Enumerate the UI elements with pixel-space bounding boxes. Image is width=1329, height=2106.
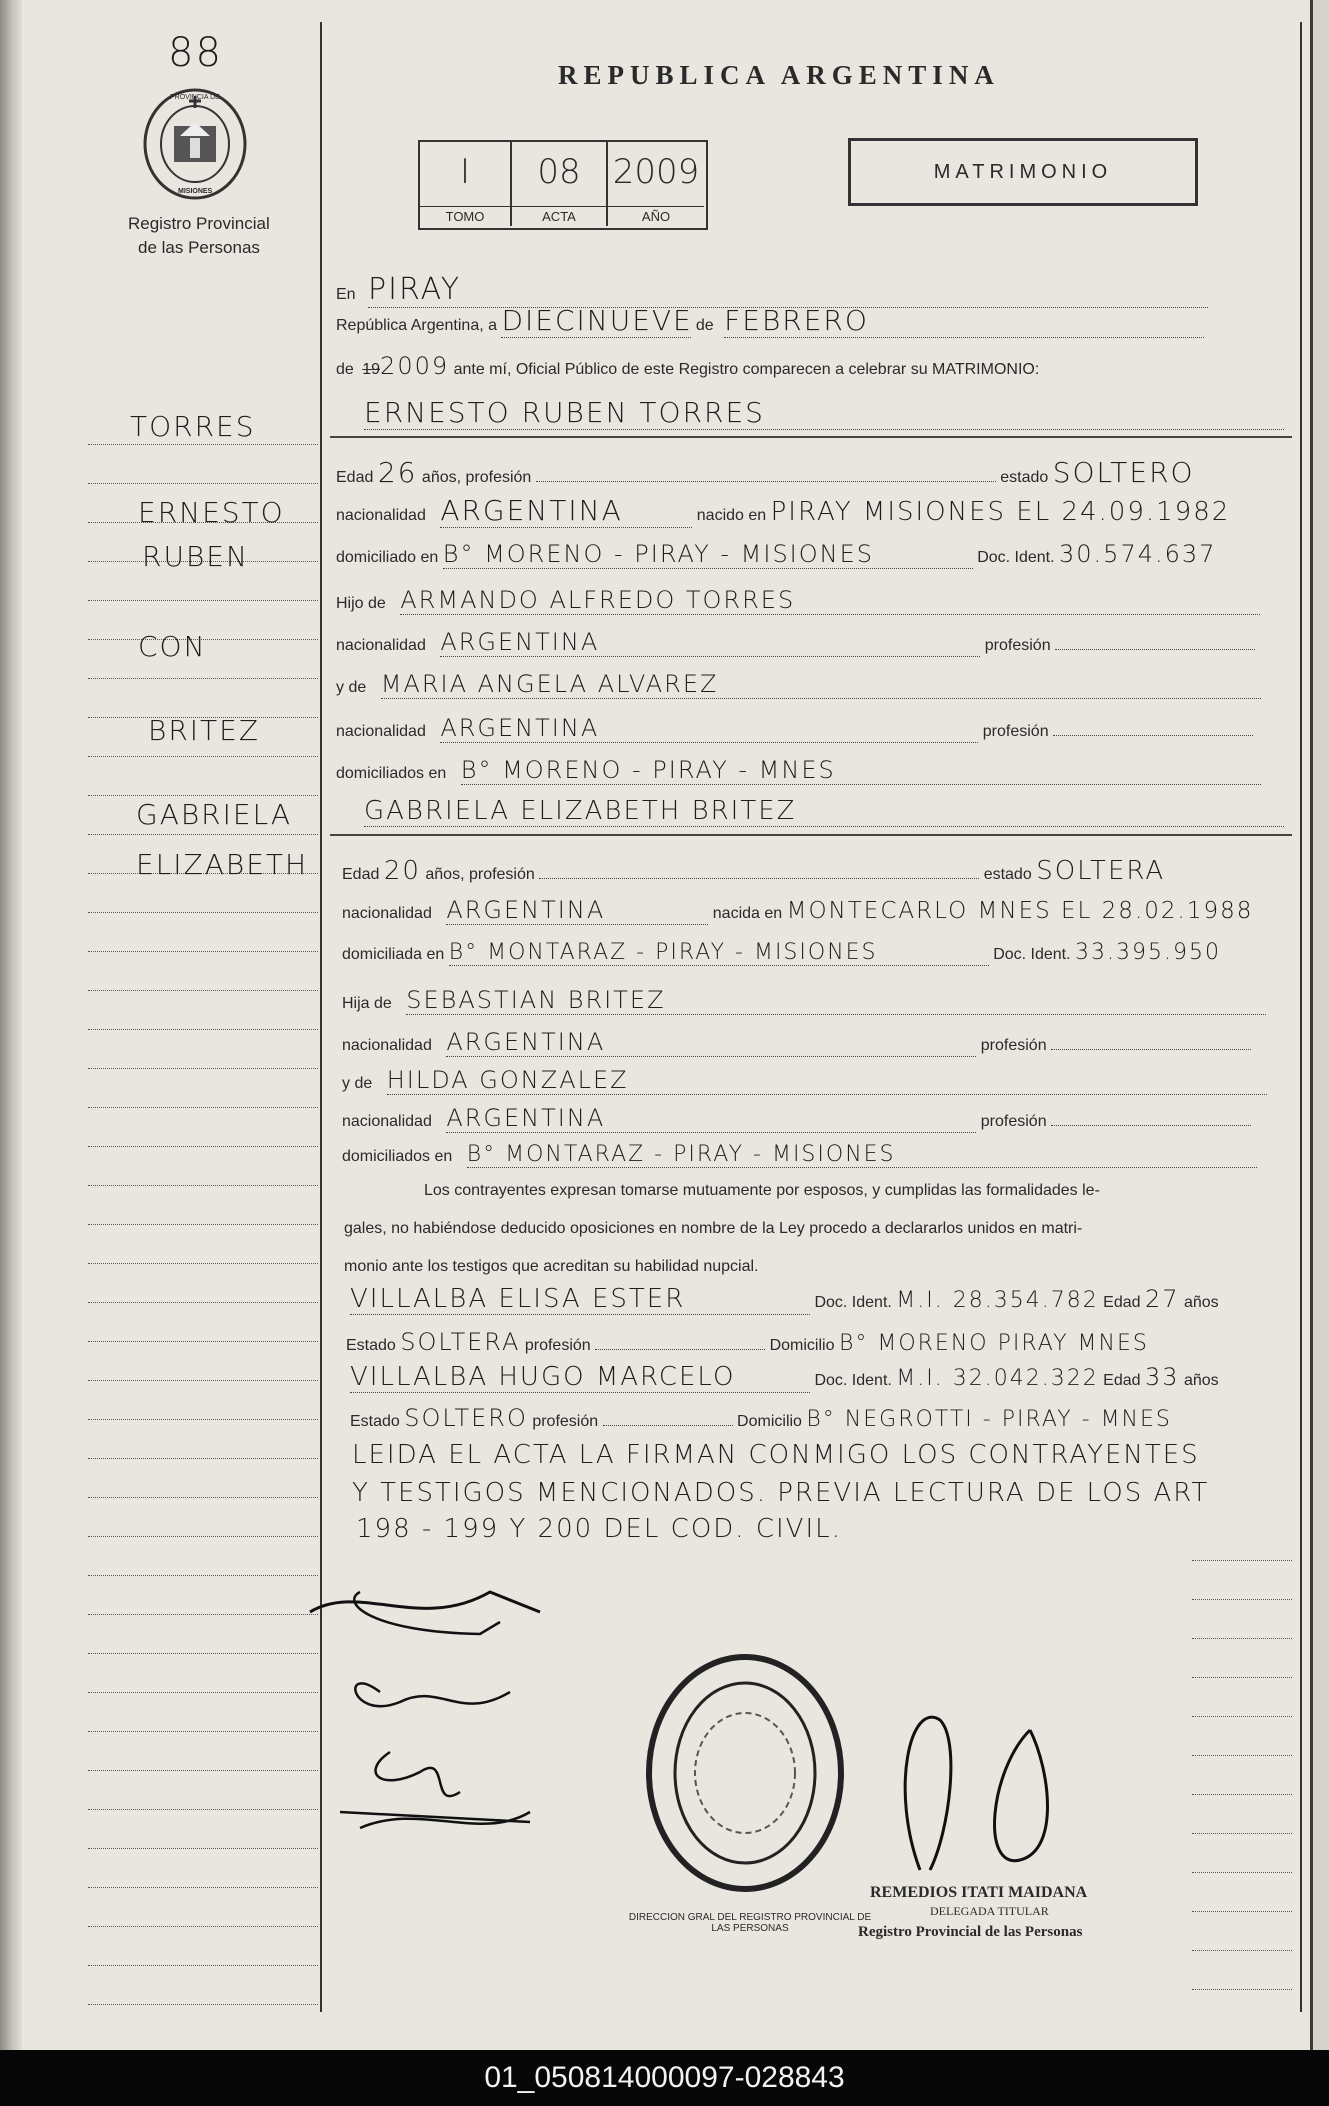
groom-padre-row bbox=[336, 586, 1260, 615]
witness1-anos-label: años bbox=[1183, 1294, 1219, 1311]
witness1-estado: SOLTERA bbox=[400, 1328, 521, 1356]
groom-edad-value: 26 bbox=[377, 456, 418, 489]
ano-value: 2009 bbox=[612, 152, 700, 192]
margin-bride-name1: GABRIELA bbox=[136, 798, 292, 831]
witness2-edad: 33 bbox=[1144, 1363, 1180, 1391]
witness1-estado-label: Estado bbox=[346, 1337, 396, 1354]
bride-padre-nac-row bbox=[342, 1028, 1251, 1057]
day-value: DIECINUEVE bbox=[501, 304, 693, 337]
bride-anos-profesion-label: años, profesión bbox=[425, 866, 535, 883]
registry-line2: de las Personas bbox=[138, 238, 260, 257]
margin-ruled-line bbox=[88, 1692, 318, 1693]
witness1-edad: 27 bbox=[1144, 1285, 1180, 1313]
officer-name: REMEDIOS ITATI MAIDANA bbox=[870, 1884, 1088, 1901]
right-ruled-line bbox=[1192, 1560, 1292, 1561]
margin-ruled-line bbox=[88, 444, 318, 445]
bride-dom-value: B° MONTARAZ - PIRAY - MISIONES bbox=[449, 940, 989, 966]
bride-padre-row bbox=[342, 986, 1266, 1015]
groom-nacido-label: nacido en bbox=[696, 507, 767, 524]
margin-ruled-line bbox=[88, 1809, 318, 1810]
month-value: FEBRERO bbox=[724, 304, 1204, 338]
officer-office: Registro Provincial de las Personas bbox=[858, 1924, 1083, 1940]
bride-madre-row bbox=[342, 1066, 1267, 1095]
official-seal bbox=[640, 1648, 850, 1898]
bride-padre-value: SEBASTIAN BRITEZ bbox=[406, 986, 1266, 1015]
bride-estado-value: SOLTERA bbox=[1036, 856, 1166, 886]
bride-edad-row bbox=[342, 856, 1165, 886]
witness2-estado-label: Estado bbox=[350, 1413, 400, 1430]
bride-nac-row bbox=[342, 896, 1253, 925]
section-divider-1 bbox=[330, 436, 1292, 438]
notes-line2: Y TESTIGOS MENCIONADOS. PREVIA LECTURA DE LOS ART bbox=[352, 1478, 1210, 1508]
margin-ruled-line bbox=[88, 678, 318, 679]
groom-estado-value: SOLTERO bbox=[1052, 456, 1195, 489]
groom-dom-row bbox=[336, 540, 1216, 569]
acta-label: ACTA bbox=[512, 206, 606, 224]
logo-ring-text-top: PROVINCIA DE bbox=[170, 94, 220, 101]
bride-dom-label: domiciliada en bbox=[342, 946, 445, 963]
de-label-2: de bbox=[336, 361, 354, 378]
bride-nacida-value: MONTECARLO MNES EL 28.02.1988 bbox=[786, 898, 1254, 924]
right-ruled-line bbox=[1192, 1794, 1292, 1795]
place-row bbox=[336, 272, 1208, 308]
margin-ruled-line bbox=[88, 912, 318, 913]
acta-value: 08 bbox=[537, 152, 581, 192]
groom-padre-nac-row bbox=[336, 628, 1255, 657]
witness2-estado: SOLTERO bbox=[404, 1404, 528, 1432]
record-box bbox=[418, 140, 708, 230]
declaration-line1: Los contrayentes expresan tomarse mutuamente por esposos, y cumplidas las formalidades le- bbox=[424, 1182, 1100, 1199]
witness2-doc: M.I. 32.042.322 bbox=[896, 1366, 1099, 1391]
seal-ring-text: DIRECCION GRAL DEL REGISTRO PROVINCIAL DE LAS PERSONAS bbox=[628, 1912, 872, 1934]
right-ruled-line bbox=[1192, 1677, 1292, 1678]
groom-full-name: ERNESTO RUBEN TORRES bbox=[364, 396, 1284, 430]
margin-groom-name2: RUBEN bbox=[142, 540, 249, 573]
bride-madre-value: HILDA GONZALEZ bbox=[387, 1066, 1267, 1095]
margin-ruled-line bbox=[88, 1302, 318, 1303]
margin-ruled-line bbox=[88, 1965, 318, 1966]
groom-nac-row bbox=[336, 494, 1230, 528]
groom-padre-prof-label: profesión bbox=[984, 637, 1051, 654]
groom-dom-value: B° MORENO - PIRAY - MISIONES bbox=[443, 540, 973, 569]
bride-padres-dom-value: B° MONTARAZ - PIRAY - MISIONES bbox=[467, 1142, 1257, 1168]
scan-id-footer: 01_050814000097-028843 bbox=[0, 2050, 1329, 2106]
right-ruled-line bbox=[1192, 1599, 1292, 1600]
republica-label: República Argentina, a bbox=[336, 317, 497, 334]
groom-edad-label: Edad bbox=[336, 469, 374, 486]
signature-scribbles bbox=[300, 1572, 560, 1852]
witness2-profesion-label: profesión bbox=[532, 1413, 599, 1430]
bride-padre-nac-label: nacionalidad bbox=[342, 1037, 432, 1054]
bride-hija-label: Hija de bbox=[342, 995, 392, 1012]
groom-madre-value: MARIA ANGELA ALVAREZ bbox=[381, 670, 1261, 699]
bride-edad-label: Edad bbox=[342, 866, 380, 883]
groom-edad-row bbox=[336, 456, 1195, 489]
bride-estado-label: estado bbox=[983, 866, 1032, 883]
margin-ruled-line bbox=[88, 1575, 318, 1576]
groom-padres-dom-label: domiciliados en bbox=[336, 765, 447, 782]
groom-madre-row bbox=[336, 670, 1261, 699]
bride-dom-row bbox=[342, 940, 1221, 966]
groom-padre-nac-label: nacionalidad bbox=[336, 637, 426, 654]
groom-nac-label: nacionalidad bbox=[336, 507, 426, 524]
margin-ruled-line bbox=[88, 1731, 318, 1732]
witness2-estado-row bbox=[350, 1404, 1172, 1432]
de-label: de bbox=[695, 317, 714, 334]
margin-ruled-line bbox=[88, 483, 318, 484]
witness1-name: VILLALBA ELISA ESTER bbox=[350, 1284, 810, 1315]
right-ruled-line bbox=[1192, 1911, 1292, 1912]
witness1-domicilio-label: Domicilio bbox=[769, 1337, 835, 1354]
witness1-profesion-label: profesión bbox=[524, 1337, 591, 1354]
margin-ruled-line bbox=[88, 1536, 318, 1537]
intro-text: ante mí, Oficial Público de este Registro comparecen a celebrar su MATRIMONIO: bbox=[453, 361, 1040, 378]
declaration-line2: gales, no habiéndose deducido oposiciones en nombre de la Ley procedo a declararlos unidos en matri- bbox=[344, 1220, 1083, 1237]
right-border bbox=[1300, 22, 1302, 2012]
bride-madre-nac-value: ARGENTINA bbox=[446, 1104, 976, 1133]
bride-doc-value: 33.395.950 bbox=[1075, 940, 1221, 965]
witness2-domicilio-label: Domicilio bbox=[737, 1413, 802, 1430]
margin-ruled-line bbox=[88, 1848, 318, 1849]
margin-ruled-line bbox=[88, 1653, 318, 1654]
section-divider-2 bbox=[330, 834, 1292, 836]
notes-line3: 198 - 199 Y 200 DEL COD. CIVIL. bbox=[356, 1514, 842, 1544]
groom-doc-label: Doc. Ident. bbox=[977, 549, 1055, 566]
margin-groom-surname: TORRES bbox=[130, 410, 256, 443]
margin-ruled-line bbox=[88, 1614, 318, 1615]
groom-nacido-value: PIRAY MISIONES EL 24.09.1982 bbox=[770, 497, 1231, 527]
witness1-doc: M.I. 28.354.782 bbox=[896, 1288, 1099, 1313]
right-ruled-line bbox=[1192, 1716, 1292, 1717]
groom-anos-profesion-label: años, profesión bbox=[421, 469, 532, 486]
margin-ruled-line bbox=[88, 1263, 318, 1264]
notes-line1: LEIDA EL ACTA LA FIRMAN CONMIGO LOS CONTRAYENTES bbox=[352, 1440, 1200, 1470]
bride-nac-value: ARGENTINA bbox=[446, 896, 708, 925]
groom-nac-value: ARGENTINA bbox=[440, 494, 692, 528]
ano-cell bbox=[608, 142, 704, 226]
margin-ruled-line bbox=[88, 834, 318, 835]
bride-padres-dom-label: domiciliados en bbox=[342, 1148, 453, 1165]
groom-estado-label: estado bbox=[1000, 469, 1049, 486]
witness2-name: VILLALBA HUGO MARCELO bbox=[350, 1362, 810, 1393]
year-row bbox=[336, 352, 1039, 380]
bride-edad-value: 20 bbox=[383, 856, 421, 886]
margin-ruled-line bbox=[88, 1887, 318, 1888]
groom-padres-dom-row bbox=[336, 756, 1261, 785]
witness2-name-row bbox=[350, 1362, 1219, 1393]
witness2-domicilio: B° NEGROTTI - PIRAY - MNES bbox=[806, 1407, 1172, 1432]
bride-padre-prof-label: profesión bbox=[980, 1037, 1047, 1054]
country-title: REPUBLICA ARGENTINA bbox=[558, 60, 1000, 90]
margin-ruled-line bbox=[88, 1146, 318, 1147]
record-type-box: MATRIMONIO bbox=[848, 138, 1198, 206]
margin-groom-name1: ERNESTO bbox=[138, 496, 285, 529]
margin-ruled-line bbox=[88, 1458, 318, 1459]
witness1-estado-row bbox=[346, 1328, 1149, 1356]
witness2-doc-label: Doc. Ident. bbox=[814, 1372, 892, 1389]
page-number: 88 bbox=[168, 30, 223, 76]
year-value: 2009 bbox=[380, 352, 450, 380]
groom-madre-prof-label: profesión bbox=[982, 723, 1049, 740]
margin-ruled-line bbox=[88, 2004, 318, 2005]
bride-madre-nac-label: nacionalidad bbox=[342, 1113, 432, 1130]
right-ruled-line bbox=[1192, 1872, 1292, 1873]
witness1-name-row bbox=[350, 1284, 1219, 1315]
groom-dom-label: domiciliado en bbox=[336, 549, 439, 566]
margin-ruled-line bbox=[88, 1224, 318, 1225]
witness2-edad-label: Edad bbox=[1103, 1372, 1141, 1389]
groom-padres-dom-value: B° MORENO - PIRAY - MNES bbox=[461, 756, 1261, 785]
bride-padre-nac-value: ARGENTINA bbox=[446, 1028, 976, 1057]
witness1-edad-label: Edad bbox=[1103, 1294, 1141, 1311]
tomo-value: I bbox=[459, 152, 471, 192]
margin-ruled-line bbox=[88, 1419, 318, 1420]
year-struck: 19 bbox=[362, 361, 381, 378]
margin-ruled-line bbox=[88, 1380, 318, 1381]
right-ruled-line bbox=[1192, 1755, 1292, 1756]
groom-padre-nac-value: ARGENTINA bbox=[440, 628, 980, 657]
margin-bride-name2: ELIZABETH bbox=[136, 848, 309, 881]
ano-label: AÑO bbox=[608, 206, 704, 224]
margin-ruled-line bbox=[88, 1029, 318, 1030]
declaration-line3: monio ante los testigos que acreditan su habilidad nupcial. bbox=[344, 1258, 759, 1275]
right-ruled-line bbox=[1192, 1989, 1292, 1990]
bride-nacida-label: nacida en bbox=[712, 905, 783, 922]
margin-ruled-line bbox=[88, 600, 318, 601]
groom-yde-label: y de bbox=[336, 679, 367, 696]
right-ruled-line bbox=[1192, 1833, 1292, 1834]
right-ruled-line bbox=[1192, 1950, 1292, 1951]
bride-doc-label: Doc. Ident. bbox=[993, 946, 1071, 963]
tomo-cell bbox=[420, 142, 512, 226]
page-binding bbox=[0, 0, 22, 2050]
margin-ruled-line bbox=[88, 1341, 318, 1342]
acta-cell bbox=[512, 142, 608, 226]
right-ruled-line bbox=[1192, 1638, 1292, 1639]
groom-hijo-label: Hijo de bbox=[336, 595, 386, 612]
place-value: PIRAY bbox=[368, 272, 1208, 308]
margin-con: CON bbox=[138, 630, 207, 663]
province-logo bbox=[140, 86, 250, 204]
officer-signature bbox=[880, 1690, 1100, 1890]
witness1-domicilio: B° MORENO PIRAY MNES bbox=[838, 1331, 1149, 1356]
margin-ruled-line bbox=[88, 1497, 318, 1498]
registry-line1: Registro Provincial bbox=[128, 214, 270, 233]
margin-ruled-line bbox=[88, 1185, 318, 1186]
margin-ruled-line bbox=[88, 1068, 318, 1069]
witness1-doc-label: Doc. Ident. bbox=[814, 1294, 892, 1311]
bride-full-name: GABRIELA ELIZABETH BRITEZ bbox=[364, 796, 1284, 827]
bride-madre-prof-label: profesión bbox=[980, 1113, 1047, 1130]
bride-padres-dom-row bbox=[342, 1142, 1257, 1168]
groom-doc-value: 30.574.637 bbox=[1059, 540, 1217, 568]
groom-madre-nac-row bbox=[336, 714, 1253, 743]
margin-ruled-line bbox=[88, 1107, 318, 1108]
margin-ruled-line bbox=[88, 951, 318, 952]
groom-madre-nac-label: nacionalidad bbox=[336, 723, 426, 740]
margin-ruled-line bbox=[88, 795, 318, 796]
margin-bride-surname: BRITEZ bbox=[148, 714, 261, 747]
witness2-anos-label: años bbox=[1183, 1372, 1219, 1389]
en-label: En bbox=[336, 286, 356, 303]
logo-ring-text-bottom: MISIONES bbox=[178, 188, 213, 195]
margin-ruled-line bbox=[88, 1926, 318, 1927]
margin-ruled-line bbox=[88, 990, 318, 991]
groom-padre-value: ARMANDO ALFREDO TORRES bbox=[400, 586, 1260, 615]
margin-ruled-line bbox=[88, 756, 318, 757]
date-row bbox=[336, 304, 1204, 338]
bride-madre-nac-row bbox=[342, 1104, 1251, 1133]
margin-ruled-line bbox=[88, 1770, 318, 1771]
bride-nac-label: nacionalidad bbox=[342, 905, 432, 922]
bride-yde-label: y de bbox=[342, 1075, 373, 1092]
officer-title: DELEGADA TITULAR bbox=[930, 1904, 1049, 1918]
tomo-label: TOMO bbox=[420, 206, 510, 224]
groom-madre-nac-value: ARGENTINA bbox=[440, 714, 978, 743]
